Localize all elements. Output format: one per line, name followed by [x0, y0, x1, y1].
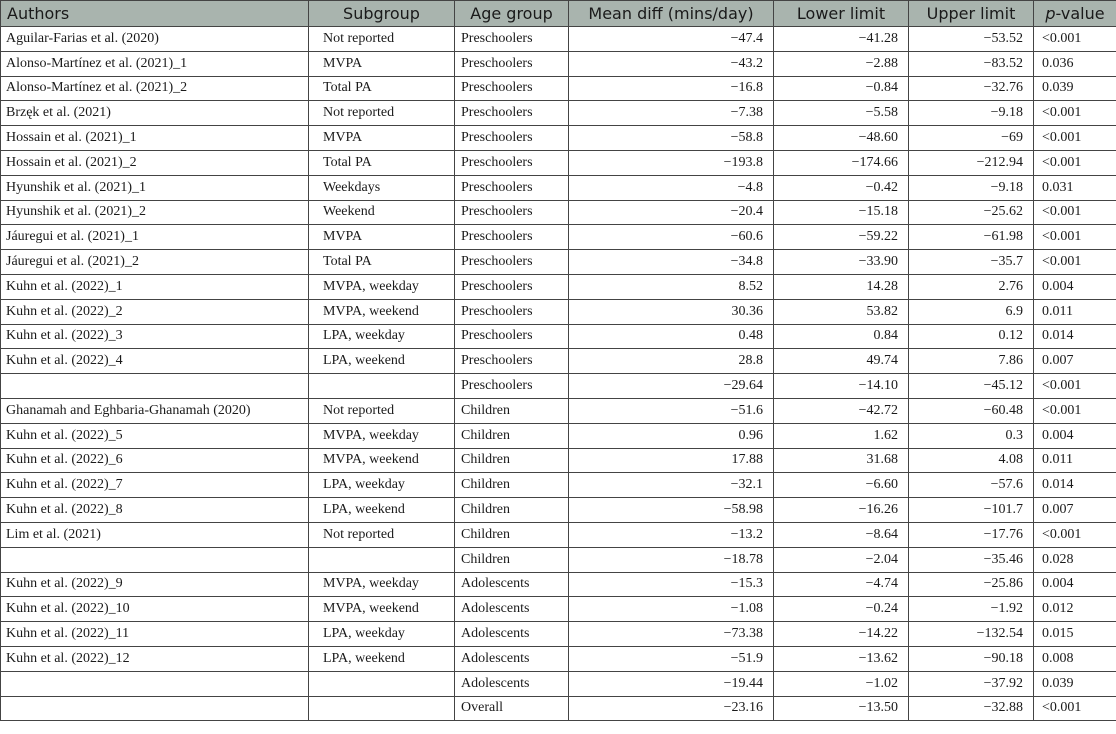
cell-mean-diff: 17.88 — [569, 448, 774, 473]
cell-mean-diff: −15.3 — [569, 572, 774, 597]
table-row — [1, 473, 1116, 498]
cell-p-value: <0.001 — [1034, 150, 1116, 175]
cell-subgroup: MVPA — [309, 126, 455, 151]
cell-p-value: <0.001 — [1034, 27, 1116, 52]
cell-lower-limit: −2.88 — [774, 51, 909, 76]
cell-mean-diff: −58.98 — [569, 498, 774, 523]
cell-mean-diff: −4.8 — [569, 175, 774, 200]
cell-lower-limit: −4.74 — [774, 572, 909, 597]
cell-subgroup: Not reported — [309, 27, 455, 52]
table-row — [1, 349, 1116, 374]
cell-upper-limit: −61.98 — [909, 225, 1034, 250]
cell-upper-limit: −45.12 — [909, 374, 1034, 399]
cell-p-value: <0.001 — [1034, 126, 1116, 151]
cell-mean-diff: −60.6 — [569, 225, 774, 250]
header-authors: Authors — [1, 1, 309, 27]
cell-authors: Kuhn et al. (2022)_1 — [1, 274, 309, 299]
cell-subgroup: Not reported — [309, 398, 455, 423]
cell-lower-limit: 0.84 — [774, 324, 909, 349]
cell-upper-limit: 6.9 — [909, 299, 1034, 324]
table-row — [1, 101, 1116, 126]
cell-p-value: 0.004 — [1034, 423, 1116, 448]
cell-age-group: Preschoolers — [455, 101, 569, 126]
cell-subgroup: MVPA, weekend — [309, 597, 455, 622]
cell-subgroup — [309, 696, 455, 721]
cell-authors: Kuhn et al. (2022)_11 — [1, 622, 309, 647]
header-p-italic: p — [1045, 4, 1056, 23]
cell-lower-limit: −13.62 — [774, 646, 909, 671]
cell-upper-limit: −9.18 — [909, 101, 1034, 126]
cell-authors: Alonso-Martínez et al. (2021)_2 — [1, 76, 309, 101]
cell-age-group: Children — [455, 398, 569, 423]
cell-mean-diff: −19.44 — [569, 671, 774, 696]
cell-p-value: 0.012 — [1034, 597, 1116, 622]
cell-subgroup: MVPA — [309, 51, 455, 76]
cell-p-value: 0.011 — [1034, 448, 1116, 473]
cell-authors: Hossain et al. (2021)_1 — [1, 126, 309, 151]
cell-subgroup: LPA, weekend — [309, 349, 455, 374]
cell-mean-diff: −73.38 — [569, 622, 774, 647]
cell-upper-limit: 2.76 — [909, 274, 1034, 299]
cell-subgroup: Weekend — [309, 200, 455, 225]
cell-p-value: 0.028 — [1034, 547, 1116, 572]
table-row — [1, 522, 1116, 547]
cell-age-group: Preschoolers — [455, 150, 569, 175]
cell-p-value: <0.001 — [1034, 696, 1116, 721]
cell-authors: Kuhn et al. (2022)_9 — [1, 572, 309, 597]
cell-authors: Kuhn et al. (2022)_5 — [1, 423, 309, 448]
cell-p-value: 0.007 — [1034, 349, 1116, 374]
table-row — [1, 547, 1116, 572]
cell-authors: Alonso-Martínez et al. (2021)_1 — [1, 51, 309, 76]
cell-mean-diff: −16.8 — [569, 76, 774, 101]
header-subgroup: Subgroup — [309, 1, 455, 27]
cell-upper-limit: −1.92 — [909, 597, 1034, 622]
table-row — [1, 572, 1116, 597]
cell-p-value: 0.014 — [1034, 473, 1116, 498]
header-age-group: Age group — [455, 1, 569, 27]
cell-authors — [1, 671, 309, 696]
cell-subgroup: MVPA, weekday — [309, 423, 455, 448]
table-row — [1, 225, 1116, 250]
cell-upper-limit: −17.76 — [909, 522, 1034, 547]
cell-age-group: Children — [455, 473, 569, 498]
table-row — [1, 398, 1116, 423]
cell-upper-limit: −60.48 — [909, 398, 1034, 423]
cell-mean-diff: −58.8 — [569, 126, 774, 151]
cell-age-group: Preschoolers — [455, 374, 569, 399]
cell-p-value: <0.001 — [1034, 200, 1116, 225]
cell-mean-diff: −32.1 — [569, 473, 774, 498]
cell-p-value: <0.001 — [1034, 374, 1116, 399]
table-row — [1, 51, 1116, 76]
cell-mean-diff: −51.9 — [569, 646, 774, 671]
cell-p-value: <0.001 — [1034, 250, 1116, 275]
cell-age-group: Preschoolers — [455, 299, 569, 324]
table-row — [1, 250, 1116, 275]
cell-lower-limit: −14.22 — [774, 622, 909, 647]
cell-authors: Kuhn et al. (2022)_6 — [1, 448, 309, 473]
cell-age-group: Children — [455, 448, 569, 473]
header-p-rest: -value — [1055, 4, 1105, 23]
cell-lower-limit: 49.74 — [774, 349, 909, 374]
cell-p-value: 0.008 — [1034, 646, 1116, 671]
cell-lower-limit: −6.60 — [774, 473, 909, 498]
cell-subgroup: LPA, weekend — [309, 646, 455, 671]
cell-authors: Ghanamah and Eghbaria-Ghanamah (2020) — [1, 398, 309, 423]
cell-age-group: Preschoolers — [455, 76, 569, 101]
cell-authors: Kuhn et al. (2022)_7 — [1, 473, 309, 498]
cell-age-group: Preschoolers — [455, 225, 569, 250]
cell-mean-diff: 8.52 — [569, 274, 774, 299]
table-row — [1, 423, 1116, 448]
table-row — [1, 274, 1116, 299]
cell-subgroup — [309, 374, 455, 399]
cell-subgroup: Total PA — [309, 250, 455, 275]
cell-mean-diff: 30.36 — [569, 299, 774, 324]
cell-upper-limit: 7.86 — [909, 349, 1034, 374]
cell-upper-limit: −83.52 — [909, 51, 1034, 76]
cell-p-value: 0.014 — [1034, 324, 1116, 349]
cell-subgroup: MVPA, weekday — [309, 572, 455, 597]
cell-mean-diff: −193.8 — [569, 150, 774, 175]
cell-authors: Kuhn et al. (2022)_4 — [1, 349, 309, 374]
cell-p-value: <0.001 — [1034, 225, 1116, 250]
cell-mean-diff: −1.08 — [569, 597, 774, 622]
cell-age-group: Preschoolers — [455, 349, 569, 374]
cell-age-group: Adolescents — [455, 572, 569, 597]
cell-p-value: 0.039 — [1034, 76, 1116, 101]
cell-mean-diff: −13.2 — [569, 522, 774, 547]
cell-lower-limit: 1.62 — [774, 423, 909, 448]
cell-age-group: Children — [455, 498, 569, 523]
table-row — [1, 175, 1116, 200]
table-row — [1, 324, 1116, 349]
cell-subgroup: Not reported — [309, 522, 455, 547]
cell-mean-diff: −34.8 — [569, 250, 774, 275]
cell-age-group: Children — [455, 547, 569, 572]
cell-age-group: Children — [455, 522, 569, 547]
table-row — [1, 498, 1116, 523]
cell-authors: Hyunshik et al. (2021)_1 — [1, 175, 309, 200]
cell-mean-diff: −43.2 — [569, 51, 774, 76]
cell-upper-limit: −37.92 — [909, 671, 1034, 696]
cell-authors: Lim et al. (2021) — [1, 522, 309, 547]
cell-upper-limit: −32.88 — [909, 696, 1034, 721]
table-row — [1, 299, 1116, 324]
cell-lower-limit: −0.84 — [774, 76, 909, 101]
cell-lower-limit: 53.82 — [774, 299, 909, 324]
cell-p-value: 0.031 — [1034, 175, 1116, 200]
cell-subgroup: MVPA — [309, 225, 455, 250]
cell-p-value: <0.001 — [1034, 522, 1116, 547]
cell-lower-limit: 31.68 — [774, 448, 909, 473]
cell-upper-limit: −132.54 — [909, 622, 1034, 647]
cell-age-group: Preschoolers — [455, 126, 569, 151]
cell-authors — [1, 547, 309, 572]
cell-age-group: Preschoolers — [455, 250, 569, 275]
cell-subgroup: LPA, weekend — [309, 498, 455, 523]
table-row — [1, 448, 1116, 473]
cell-authors: Jáuregui et al. (2021)_2 — [1, 250, 309, 275]
cell-p-value: 0.004 — [1034, 274, 1116, 299]
cell-lower-limit: −16.26 — [774, 498, 909, 523]
cell-p-value: 0.015 — [1034, 622, 1116, 647]
cell-p-value: 0.007 — [1034, 498, 1116, 523]
cell-age-group: Preschoolers — [455, 274, 569, 299]
cell-age-group: Children — [455, 423, 569, 448]
table-row — [1, 27, 1116, 52]
cell-lower-limit: −1.02 — [774, 671, 909, 696]
cell-authors: Hyunshik et al. (2021)_2 — [1, 200, 309, 225]
table-row — [1, 597, 1116, 622]
table-row — [1, 126, 1116, 151]
table-row — [1, 646, 1116, 671]
cell-p-value: 0.004 — [1034, 572, 1116, 597]
table-row — [1, 374, 1116, 399]
table-row — [1, 76, 1116, 101]
cell-authors: Aguilar-Farias et al. (2020) — [1, 27, 309, 52]
cell-subgroup: LPA, weekday — [309, 622, 455, 647]
cell-subgroup: Total PA — [309, 76, 455, 101]
cell-subgroup: LPA, weekday — [309, 324, 455, 349]
cell-p-value: 0.036 — [1034, 51, 1116, 76]
cell-upper-limit: −101.7 — [909, 498, 1034, 523]
cell-subgroup: Total PA — [309, 150, 455, 175]
cell-authors: Brzęk et al. (2021) — [1, 101, 309, 126]
cell-upper-limit: −212.94 — [909, 150, 1034, 175]
cell-subgroup: Not reported — [309, 101, 455, 126]
table-row — [1, 622, 1116, 647]
cell-subgroup: MVPA, weekend — [309, 448, 455, 473]
cell-lower-limit: −41.28 — [774, 27, 909, 52]
table-body — [1, 27, 1116, 721]
cell-upper-limit: −90.18 — [909, 646, 1034, 671]
header-lower-limit: Lower limit — [774, 1, 909, 27]
cell-authors: Kuhn et al. (2022)_10 — [1, 597, 309, 622]
cell-authors: Kuhn et al. (2022)_2 — [1, 299, 309, 324]
cell-subgroup: MVPA, weekday — [309, 274, 455, 299]
cell-lower-limit: −0.24 — [774, 597, 909, 622]
cell-age-group: Adolescents — [455, 597, 569, 622]
cell-lower-limit: −8.64 — [774, 522, 909, 547]
cell-mean-diff: −51.6 — [569, 398, 774, 423]
cell-authors: Kuhn et al. (2022)_3 — [1, 324, 309, 349]
cell-upper-limit: −25.62 — [909, 200, 1034, 225]
cell-authors — [1, 696, 309, 721]
cell-mean-diff: 28.8 — [569, 349, 774, 374]
cell-subgroup: LPA, weekday — [309, 473, 455, 498]
cell-authors: Kuhn et al. (2022)_12 — [1, 646, 309, 671]
cell-upper-limit: −69 — [909, 126, 1034, 151]
cell-authors: Hossain et al. (2021)_2 — [1, 150, 309, 175]
cell-lower-limit: −33.90 — [774, 250, 909, 275]
cell-mean-diff: −7.38 — [569, 101, 774, 126]
table-row — [1, 150, 1116, 175]
cell-age-group: Preschoolers — [455, 27, 569, 52]
cell-subgroup — [309, 547, 455, 572]
cell-lower-limit: −13.50 — [774, 696, 909, 721]
cell-lower-limit: −0.42 — [774, 175, 909, 200]
cell-mean-diff: 0.48 — [569, 324, 774, 349]
table-row — [1, 200, 1116, 225]
cell-p-value: <0.001 — [1034, 101, 1116, 126]
cell-mean-diff: −20.4 — [569, 200, 774, 225]
cell-upper-limit: −9.18 — [909, 175, 1034, 200]
cell-lower-limit: −2.04 — [774, 547, 909, 572]
cell-subgroup: Weekdays — [309, 175, 455, 200]
cell-upper-limit: −57.6 — [909, 473, 1034, 498]
cell-p-value: 0.011 — [1034, 299, 1116, 324]
cell-age-group: Adolescents — [455, 622, 569, 647]
cell-mean-diff: 0.96 — [569, 423, 774, 448]
cell-lower-limit: −59.22 — [774, 225, 909, 250]
cell-lower-limit: −15.18 — [774, 200, 909, 225]
cell-upper-limit: −25.86 — [909, 572, 1034, 597]
cell-lower-limit: −42.72 — [774, 398, 909, 423]
cell-age-group: Preschoolers — [455, 51, 569, 76]
cell-upper-limit: 0.3 — [909, 423, 1034, 448]
cell-lower-limit: −174.66 — [774, 150, 909, 175]
cell-mean-diff: −29.64 — [569, 374, 774, 399]
header-p-value — [1034, 1, 1116, 27]
cell-upper-limit: −32.76 — [909, 76, 1034, 101]
header-row — [1, 1, 1116, 27]
cell-subgroup: MVPA, weekend — [309, 299, 455, 324]
cell-authors: Jáuregui et al. (2021)_1 — [1, 225, 309, 250]
cell-lower-limit: −5.58 — [774, 101, 909, 126]
table-row — [1, 696, 1116, 721]
cell-p-value: <0.001 — [1034, 398, 1116, 423]
cell-upper-limit: −35.7 — [909, 250, 1034, 275]
cell-lower-limit: 14.28 — [774, 274, 909, 299]
cell-age-group: Overall — [455, 696, 569, 721]
table-row — [1, 671, 1116, 696]
table-header — [1, 1, 1116, 27]
cell-lower-limit: −48.60 — [774, 126, 909, 151]
header-mean-diff: Mean diff (mins/day) — [569, 1, 774, 27]
cell-mean-diff: −47.4 — [569, 27, 774, 52]
cell-age-group: Adolescents — [455, 646, 569, 671]
cell-subgroup — [309, 671, 455, 696]
cell-upper-limit: −35.46 — [909, 547, 1034, 572]
cell-age-group: Preschoolers — [455, 324, 569, 349]
cell-age-group: Adolescents — [455, 671, 569, 696]
cell-lower-limit: −14.10 — [774, 374, 909, 399]
cell-authors — [1, 374, 309, 399]
cell-upper-limit: 4.08 — [909, 448, 1034, 473]
cell-authors: Kuhn et al. (2022)_8 — [1, 498, 309, 523]
cell-upper-limit: 0.12 — [909, 324, 1034, 349]
cell-mean-diff: −23.16 — [569, 696, 774, 721]
cell-age-group: Preschoolers — [455, 175, 569, 200]
header-upper-limit: Upper limit — [909, 1, 1034, 27]
cell-upper-limit: −53.52 — [909, 27, 1034, 52]
cell-mean-diff: −18.78 — [569, 547, 774, 572]
cell-p-value: 0.039 — [1034, 671, 1116, 696]
cell-age-group: Preschoolers — [455, 200, 569, 225]
